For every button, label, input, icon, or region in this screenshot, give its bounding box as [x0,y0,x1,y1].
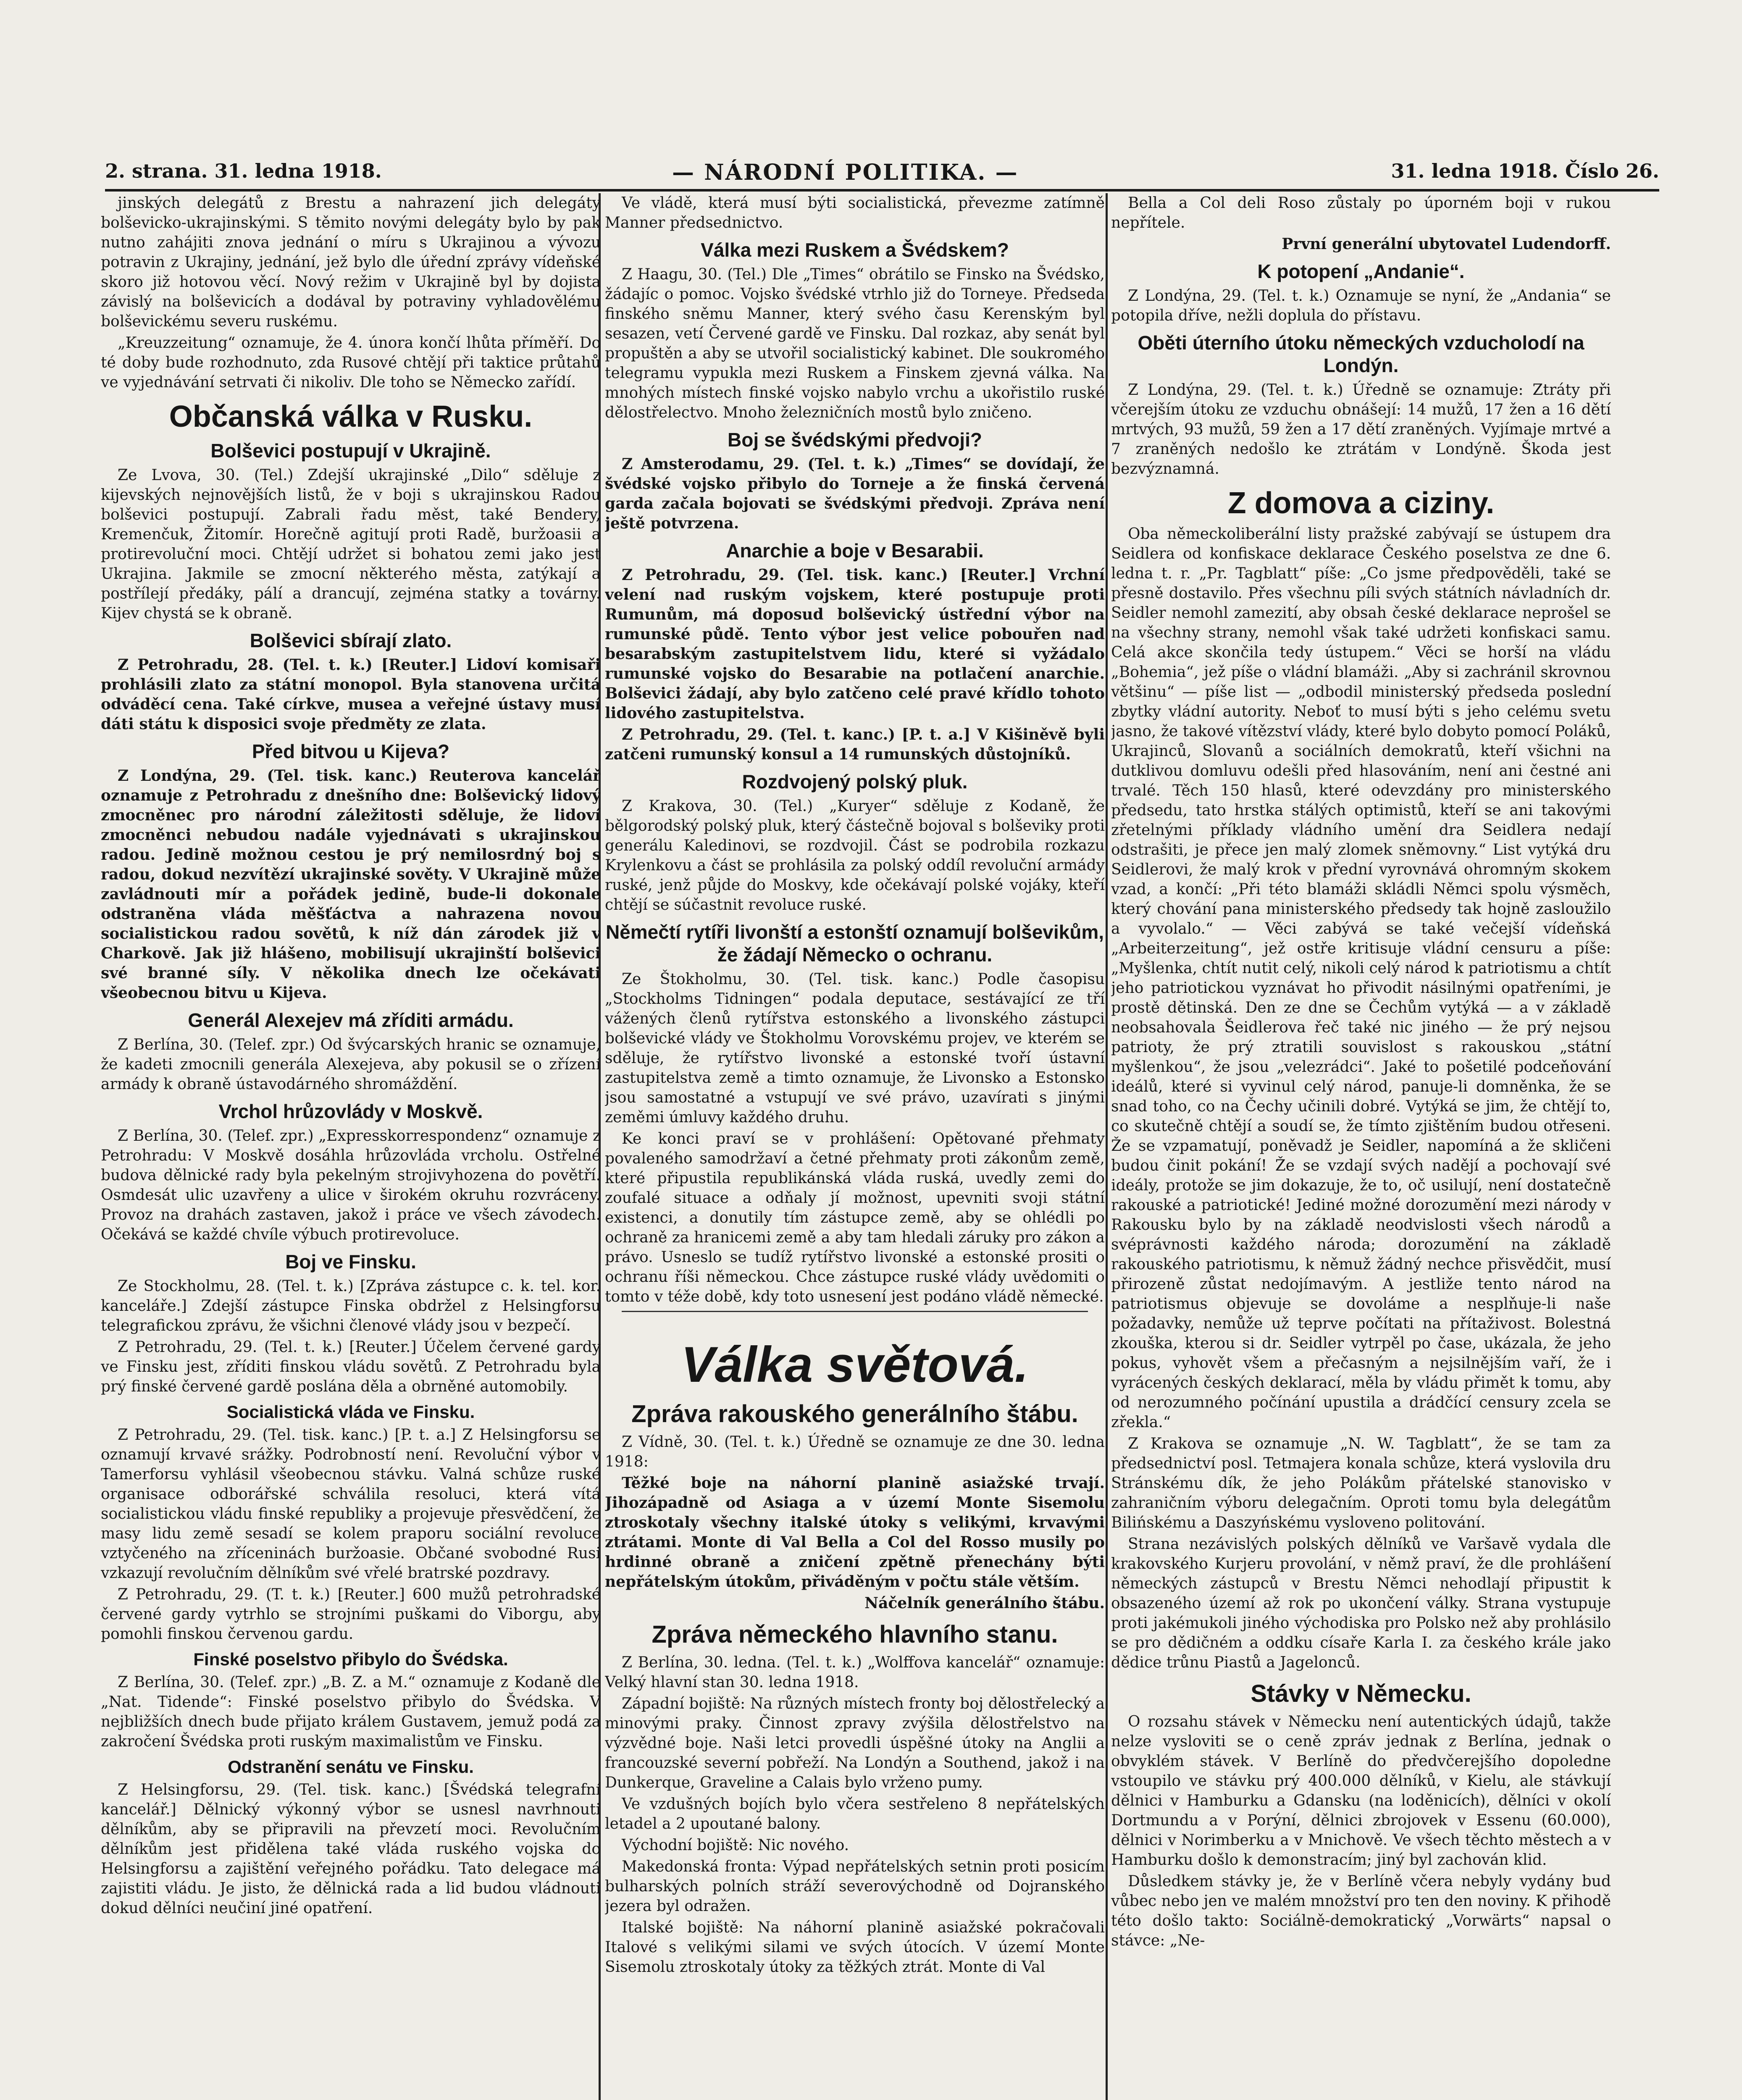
article-paragraph: Z Amsterodamu, 29. (Tel. t. k.) „Times“ se dovídají, že švédské vojsko přibylo do Torneje a že finská červená garda začala bojovati se švédskými předvoji. Zpráva není ještě potvrzena. [605,455,1105,532]
article-paragraph: Z Berlína, 30. (Telef. zpr.) „B. Z. a M.“ oznamuje z Kodaně dle „Nat. Tidende“: Finské poselstvo přibylo do Švédska. V nejbližších dnech bude přijato králem Gustavem, jemuž podá za zakročení Švédska proti ruským maximalistům ve Finsku. [101,1674,601,1750]
article-paragraph: Z Berlína, 30. (Telef. zpr.) Od švýcarských hranic se oznamuje, že kadeti zmocnili generála Alexejeva, aby pokusil se o zřízení armády k obraně ústavodárného shromáždění. [101,1036,601,1093]
article-paragraph: „Kreuzzeitung“ oznamuje, že 4. února končí lhůta příměří. Do té doby bude rozhodnuto, zda Rusové chtějí při taktice průtahů ve vyjednávání setrvati či nikoliv. Dle toho se Německo zařídí. [101,334,601,391]
article-heading: Odstranění senátu ve Finsku. [228,1757,474,1777]
article-paragraph: Z Petrohradu, 28. (Tel. t. k.) [Reuter.] Lidoví komisaři prohlásili zlato za státní monopol. Byla stanovena určitá odváděcí cena. Také církve, musea a veřejné ústavy musí dáti státu k disposici svoje předměty ze zlata. [101,656,601,733]
article-paragraph: Z Petrohradu, 29. (T. t. k.) [Reuter.] 600 mužů petrohradské červené gardy vytrhlo se strojními puškami do Viborgu, aby pomohli finskou červenou gardu. [101,1586,601,1643]
article-paragraph: O rozsahu stávek v Německu není autentických údajů, takže nelze vysloviti se o ceně zpráv jednak z Berlína, jednak o obvyklém stávek. V Berlíně do předvčerejšího dopoledne vstoupilo ve stávku prý 400.000 dělníků, v Kielu, ale stávkují dělnici v Hamburku a Gdansku (na loděnicích), dělníci v okolí Dortmundu a v Porýní, dělnici zbrojovek v Essenu (60.000), dělnici v Norimberku a v Mnichově. Ve všech těchto městech a v Hamburku došlo k demonstracím; jiný byl zachován klid. [1111,1713,1611,1869]
article-paragraph: jinských delegátů z Brestu a nahrazení jich delegáty bolševicko-ukrajinskými. S těmito novými delegáty bylo by pak nutno zahájiti znova jednání o míru s Ukrajinou a vývozu potravin z Ukrajiny, jednání, jež bylo dle úřední zprávy vídeňské skoro již hotovou věcí. Nový režim v Ukrajině byl by dojista závislý na bolševicích a dodával by potraviny vyhladovělému bolševickému severu ruskému. [101,194,601,330]
column-2 [605,193,1105,2100]
article-paragraph: Bella a Col deli Roso zůstaly po úporném boji v rukou nepřítele. [1111,194,1611,231]
article-paragraph: Z Berlína, 30. (Telef. zpr.) „Expresskorrespondenz“ oznamuje z Petrohradu: V Moskvě dosáhla hrůzovláda vrcholu. Ostřelné budova dělnické rady byla pekelným strojivyhozena do povětří. Osmdesát ulic uzavřeny a ulice v širokém okruhu rozvráceny. Provoz na drahách zastaven, jakož i práce ve všech závodech. Očekává se každé chvíle výbuch protirevoluce. [101,1127,601,1243]
article-paragraph: Ze Stockholmu, 28. (Tel. t. k.) [Zpráva zástupce c. k. tel. kor. kanceláře.] Zdejší zástupce Finska obdržel z Helsingforsu telegrafickou zprávu, že všichni členové vlády jsou v bezpečí. [101,1278,601,1334]
article-heading: Zpráva rakouského generálního štábu. [631,1400,1078,1428]
article-heading: Němečtí rytíři livonští a estonští oznamují bolševikům, že žádají Německo o ochranu. [605,921,1104,966]
article-paragraph: Z Haagu, 30. (Tel.) Dle „Times“ obrátilo se Finsko na Švédsko, žádajíc o pomoc. Vojsko švédské vtrhlo již do Torneye. Předseda finského sněmu Manner, který svého času Kerenským byl sesazen, vetí Červené gardě ve Finsku. Dal rozkaz, aby senát byl propuštěn a aby se utvořil socialistický kabinet. Dle soukromého telegramu vypukla mezi Ruskem a Finskem zjevná válka. Na mnohých místech finské vojsko nabylo vrchu a ukořistilo ruské dělostřelectvo. Mnoho železničních mostů bylo zničeno. [605,266,1105,421]
article-heading: Boj ve Finsku. [285,1251,416,1273]
article-paragraph: Ze Lvova, 30. (Tel.) Zdejší ukrajinské „Dilo“ sděluje z kijevských nejnovějších listů, že v boji s ukrajinskou Radou bolševici postupují. Zabrali řadu měst, také Bendery, Kremenčuk, Žitomír. Horečně agitují proti Radě, buržoasii a protirevoluční moci. Chtějí udržet si bohatou zemi jako jest Ukrajina. Jakmile se zmocní některého města, zatýkají a postřílejí předáky, pálí a drancují, zejména statky a továrny. Kijev chystá se k obraně. [101,467,601,622]
article-paragraph: Z Krakova se oznamuje „N. W. Tagblatt“, že se tam za předsednictví posl. Tetmajera konala schůze, která vyslovila dru Stránskému dík, že jeho Polákům přátelské stanovisko v zahraničním výboru delegačním. Oproti tomu byla delegátům Bilińskému a Daszyńskému vysloveno politování. [1111,1435,1611,1531]
article-paragraph: Z Helsingforsu, 29. (Tel. tisk. kanc.) [Švédská telegrafní kancelář.] Dělnický výkonný výbor se usnesl navrhnouti dělníkům, aby se připravili na převzetí moci. Revolučním dělníkům jest přidělena také vláda ruského vojska do Helsingforsu a zajištění veřejného pořádku. Tato delegace má zajistiti vládu. Je jisto, že dělnická rada a lid budou vládnouti dokud dělníci neučiní jiné opatření. [101,1781,601,1917]
article-paragraph: Z Londýna, 29. (Tel. tisk. kanc.) Reuterova kancelář oznamuje z Petrohradu z dnešního dne: Bolševický lidový zmocněnec pro národní záležitosti sděluje, že lidoví zmocněnci nebudou nadále vyjednávati s ukrajinskou radou. Jedině možnou cestou je prý nemilosrdný boj s radou, dokud nezvítězí ukrajinské sověty. V Ukrajině může zavládnouti mír a pořádek jedině, bude-li dokonale odstraněna vláda měšťáctva a nahrazena novou socialistickou radou sovětů, k níž dán zárodek již v Charkově. Jak již hlášeno, mobilisují ukrajinští bolševici své branné síly. V několika dnech lze očekávati všeobecnou bitvu u Kijeva. [101,767,601,1002]
article-paragraph: Italské bojiště: Na náhorní planině asiažské pokračovali Italové s velikými silami ve svých útocích. V území Monte Sisemolu ztroskotaly útoky za těžkých ztrát. Monte di Val [605,1919,1105,1976]
article-heading: Finské poselstvo přibylo do Švédska. [193,1649,508,1669]
article-heading: Válka mezi Ruskem a Švédskem? [701,239,1009,261]
article-heading: Zpráva německého hlavního stanu. [652,1621,1058,1648]
article-paragraph: Z Londýna, 29. (Tel. t. k.) Úředně se oznamuje: Ztráty při včerejším útoku ze vzduchu obnášejí: 14 mužů, 17 žen a 16 dětí mrtvých, 93 mužů, 59 žen a 17 dětí zraněných. Vyjímaje mrtvé a 7 zraněných nedošlo ke ztrátám v Londýně. Škoda jest bezvýznamná. [1111,381,1611,478]
masthead [105,160,1659,192]
article-heading: Bolševici postupují v Ukrajině. [210,440,491,462]
section-heading: Stávky v Německu. [1251,1680,1471,1707]
article-paragraph: Z Londýna, 29. (Tel. t. k.) Oznamuje se nyní, že „Andania“ se potopila dříve, nežli doplula do přístavu. [1111,287,1611,324]
article-paragraph: Těžké boje na náhorní planině asiažské trvají. Jihozápadně od Asiaga a v území Monte Sisemolu ztroskotaly všechny italské útoky s velikými, krvavými ztrátami. Monte di Val Bella a Col del Rosso musily po hrdinné obraně a zničení zpětně přenechány býti nepřátelským útokům, přiváděným v počtu stále větším. [605,1474,1105,1591]
article-paragraph: Z Petrohradu, 29. (Tel. t. k.) [Reuter.] Účelem červené gardy ve Finsku jest, zříditi finskou vládu sovětů. Z Petrohradu byla prý finské červené gardě poslána děla a obrněné automobily. [101,1339,601,1395]
article-paragraph: Ve vzdušných bojích bylo včera sestřeleno 8 nepřátelských letadel a 2 upoutané balony. [605,1796,1105,1832]
article-heading: Generál Alexejev má zříditi armádu. [188,1009,514,1031]
article-paragraph: Z Petrohradu, 29. (Tel. t. kanc.) [P. t. a.] V Kišiněvě byli zatčeni rumunský konsul a 14 rumunských důstojníků. [605,726,1105,763]
article-heading: K potopení „Andanie“. [1257,260,1465,282]
signature: Náčelník generálního štábu. [864,1594,1105,1612]
masthead-title: — NÁRODNÍ POLITIKA. — [672,160,1019,185]
signature: První generální ubytovatel Ludendorff. [1282,235,1611,253]
divider [622,1311,1088,1312]
article-paragraph: Z Krakova, 30. (Tel.) „Kuryer“ sděluje z Kodaně, že bělgorodský polský pluk, který částečně bojoval s bolševiky proti generálu Kaledinovi, se rozdvojil. Část se podrobila rozkazu Krylenkovu a část se prohlásila za polský oddíl revoluční armády ruské, jenž půjde do Moskvy, kde očekávají polské vojáky, kteří chtějí se súčastnit revoluce ruské. [605,798,1105,914]
article-heading: Před bitvou u Kijeva? [252,740,450,762]
article-paragraph: Oba německoliberální listy pražské zabývají se ústupem dra Seidlera od konfiskace deklarace Českého poselstva ze dne 6. ledna t. r. „Pr. Tagblatt“ píše: „Co jsme předpověděli, také se přesně dostavilo. Přes všechnu píli svých státních návladních dr. Seidler nemohl zamezití, aby obsah české deklarace neprošel se na všechny strany, nemohl však také udržeti konfiskaci samu. Celá akce skončila tedy ústupem.“ Věci se horší na vládu „Bohemia“, jež píše o vládní blamáži. „Aby si zachránil skrovnou většinu“ — píše list — „odbodil ministerský předseda poslední zbytky vládní autority. Neboť to musí býti s jeho celému svetu jasno, že takové vítězství vlády, které bylo dobyto pomocí Poláků, Ukrajinců, Slovanů a sociálních demokratů, kteří všichni na dutklivou domluvu odešli před hlasováním, není ani čestné ani trvalé. Těch 150 hlasů, které odevzdány pro ministerského předsedu, tato hrstka stálých optimistů, kteří se ani takovými zřetelnými příklady vládního umění dra Seidlera nedají odstrašiti, je přece jen malý zlomek sněmovny.“ List vytýká dru Seidlerovi, že malý krok v přední vyrovnává ohromným skokem vzad, a končí: „Při této blamáži skládli Němci spolu výsměch, který chování pana ministerského předsedy tak hojně zasloužilo a vyvolalo.“ — Věci zabývá se také večejší vídeňská „Arbeiterzeitung“, jež ostře kritisuje vládní censuru a píše: „Myšlenka, chtít nutit celý, nikoli celý národ k patriotismu a chtít jeho patriotickou vyznávat ho přivodit násilnými opatřeními, je prostě dětinská. Den ze dne se Čechům vytýká — a v základě neobsahovala Šeidlerova řeč také nic jiného — že prý nejsou patrioty, že prý ztratili souvislost s rakouskou „státní myšlenkou“, že jsou „velezrádci“. Jaké to pošetilé podceňování ideálů, které si vyvinul celý národ, panuje-li domněnka, že se snad toho, co na Čechy učinili dobré. Vytýká se jim, že chtějí to, co skutečně chtějí a soudí se, že tímto zjištěním budou otřeseni. Že se vzpamatují, poněvadž je Seidler, napomíná a že skličeni budou činit pokání! Že se vzdají svých nadějí a pochovají své ideály, protože se jim dokazuje, že to, oč usilují, není dostatečně rakouské a patriotické! Jediné možné dorozumění mezi národy v Rakousku bylo by na základě neodvislosti všech národů a svéprávnosti každého národa; dorozumění na základě rakouského patriotismu, k němuž žádný nechce přisvědčit, musí přirozeně zůstat nedojímavým. A jestliže tento národ na patriotismus objevuje se dovoláme a nesplňuje-li naše požadavky, nemůže už teprve počítati na přítaživost. Bolestná zkouška, kterou si dr. Seidler vytrpěl po čase, ukázala, že jeho pokus, vyhovět všem a přečasným a nejsilnějším vaří, že i vyrácených českých deklarací, měla by vládu přimět k tomu, aby od nerozumného počínání upustila a drádčící censury zcela se zřekla.“ [1111,525,1611,1431]
article-paragraph: Východní bojiště: Nic nového. [622,1837,849,1854]
article-heading: Oběti úterního útoku německých vzducholodí na Londýn. [1138,332,1584,376]
masthead-page-date: 2. strana. 31. ledna 1918. [105,160,382,182]
article-heading: Rozdvojený polský pluk. [742,771,968,793]
section-heading: Válka světová. [681,1336,1029,1393]
article-heading: Vrchol hrůzovlády v Moskvě. [218,1100,483,1122]
section-heading: Občanská válka v Rusku. [169,400,533,433]
article-paragraph: Ke konci praví se v prohlášení: Opětované přehmaty povaleného samodržaví a četné přehmaty proti zákonům země, které připustila republikánská vláda ruská, uvedly zemi do zoufalé situace a odňaly jí možnost, upevniti svoji státní existenci, a donutily tím zástupce země, aby se ohlédli po ochraně za hranicemi země a aby tam hledali záruky pro zákon a právo. Usneslo se tudíž rytířstvo livonské a estonské prositi o ochranu říši německou. Chce zástupce ruské vlády uvědomiti o tomto v téže době, kdy toto usnesení jest podáno vládě německé. [605,1130,1105,1305]
article-paragraph: Makedonská fronta: Výpad nepřátelských setnin proti posicím bulharských polních stráží severovýchodně od Dojranského jezera byl odražen. [605,1858,1105,1915]
article-paragraph: Z Vídně, 30. (Tel. t. k.) Úředně se oznamuje ze dne 30. ledna 1918: [605,1433,1105,1470]
column-3 [1111,193,1611,2100]
column-1 [101,193,601,2100]
article-paragraph: Ze Štokholmu, 30. (Tel. tisk. kanc.) Podle časopisu „Stockholms Tidningen“ podala deputace, sestávající ze tří vážených členů rytířstva estonského a livonského zástupci bolševické vlády ve Štokholmu Vorovskému projev, ve kterém se sděluje, že rytířstvo livonské a estonské tvoří ústavní zastupitelstva země a timto oznamuje, že Livonsko a Estonsko jsou samostatné a vstupují ve své právo, uzavírati s jinými zeměmi úmluvy každého druhu. [605,971,1105,1126]
section-heading: Z domova a ciziny. [1227,486,1495,520]
article-paragraph: Z Petrohradu, 29. (Tel. tisk. kanc.) [P. t. a.] Z Helsingforsu se oznamují krvavé srážky. Podrobností není. Revoluční výbor v Tamerforsu vyhlásil všeobecnou stávku. Valná schůze ruské organisace odborářské schválila resoluci, která vítá socialistickou vládu finské republiky a projevuje přesvědčení, že masy lidu země sesadí se kolem praporu sociální revoluce vztyčeného na zříceninách buržoasie. Občané svobodné Rusi vzkazují revolučním dělníkům své vřelé bratrské pozdravy. [101,1426,601,1582]
article-heading: Boj se švédskými předvoji? [728,429,982,451]
article-heading: Anarchie a boje v Besarabii. [726,540,984,562]
article-paragraph: Z Berlína, 30. ledna. (Tel. t. k.) „Wolffova kancelář“ oznamuje: Velký hlavní stan 30. ledna 1918. [605,1654,1105,1691]
column-rule [1106,193,1108,2100]
article-heading: Socialistická vláda ve Finsku. [226,1402,475,1422]
article-heading: Bolševici sbírají zlato. [250,630,452,651]
article-paragraph: Ve vládě, která musí býti socialistická, převezme zatímně Manner předsednictvo. [605,194,1105,231]
article-paragraph: Strana nezávislých polských dělníků ve Varšavě vydala dle krakovského Kurjeru provolání, v němž praví, že dle prohlášení německých zástupců v Brestu Němci nehodlají připustit k obsazeného území až rok po ukončení války. Strana vystupuje proti jakémukoli jiného východiska pro Polsko než aby prohlásilo se pro dědičném a oddku císaře Karla I. za českého krále jako dědice trůnu Piastů a Jagelonců. [1111,1536,1611,1671]
article-paragraph: Z Petrohradu, 29. (Tel. tisk. kanc.) [Reuter.] Vrchní velení nad ruským vojskem, které postupuje proti Rumunům, má doposud bolševický ústřední výbor na rumunské půdě. Tento výbor jest velice pobouřen nad besarabským zastupitelstvem lidu, které si vyžádalo rumunské vojsko do Besarabie na potlačení anarchie. Bolševici žádají, aby bylo zatčeno celé pravé křídlo tohoto lidového zastupitelstva. [605,566,1105,722]
masthead-date-issue: 31. ledna 1918. Číslo 26. [1391,160,1659,182]
article-paragraph: Západní bojiště: Na různých místech fronty boj dělostřelecký a minovými praky. Činnost zpravy zvýšila dělostřelstvo na výzvědné boje. Naši letci provedli úspěšné útoky na Anglii a francouzské severní pobřeží. Na Londýn a Southend, jakož i na Dunkerque, Graveline a Calais bylo vrženo pumy. [605,1695,1105,1791]
article-paragraph: Důsledkem stávky je, že v Berlíně včera nebyly vydány bud vůbec nebo jen ve malém množství pro ten den noviny. K přihodě této došlo takto: Sociálně-demokratický „Vorwärts“ napsal o stávce: „Ne- [1111,1873,1611,1949]
